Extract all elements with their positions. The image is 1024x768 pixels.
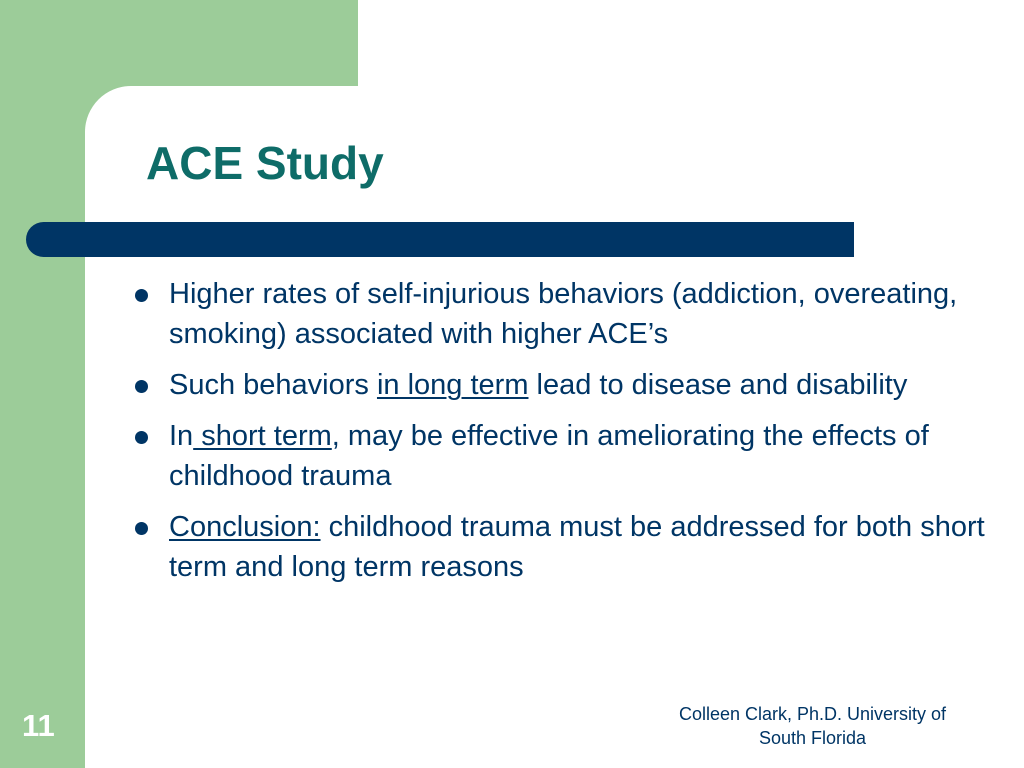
footer-credit bbox=[650, 702, 975, 750]
slide-title: ACE Study bbox=[146, 137, 384, 189]
footer-line: Colleen Clark, Ph.D. University of bbox=[678, 704, 947, 724]
title-underline-bar bbox=[26, 222, 854, 257]
bullet-dot-icon bbox=[135, 522, 148, 535]
slide-number: 11 bbox=[22, 708, 55, 743]
bullet-text-underlined: in long term bbox=[376, 369, 529, 401]
bullet-text-underlined: short term bbox=[193, 420, 332, 452]
bullet-text-after: lead to disease and disability bbox=[528, 369, 908, 401]
bullet-text: Higher rates of self-injurious behaviors (addiction, overeating, smoking) associated with higher ACE’s bbox=[169, 278, 958, 350]
footer-line: South Florida bbox=[758, 728, 867, 748]
bullet-item bbox=[128, 365, 988, 405]
bullet-text-before: In bbox=[169, 420, 194, 452]
bullet-list bbox=[128, 274, 988, 598]
bullet-item bbox=[128, 507, 988, 587]
bullet-dot-icon bbox=[135, 431, 148, 444]
bullet-item bbox=[128, 416, 988, 496]
bullet-text-after: , may be effective in ameliorating the effects of childhood trauma bbox=[169, 420, 929, 492]
bullet-dot-icon bbox=[135, 289, 148, 302]
bullet-text-before: Such behaviors bbox=[169, 369, 377, 401]
bullet-text-underlined: Conclusion: bbox=[169, 511, 321, 543]
bullet-dot-icon bbox=[135, 380, 148, 393]
bullet-text-after: childhood trauma must be addressed for both short term and long term reasons bbox=[169, 511, 985, 583]
background-block bbox=[358, 0, 1024, 86]
bullet-item bbox=[128, 274, 988, 354]
